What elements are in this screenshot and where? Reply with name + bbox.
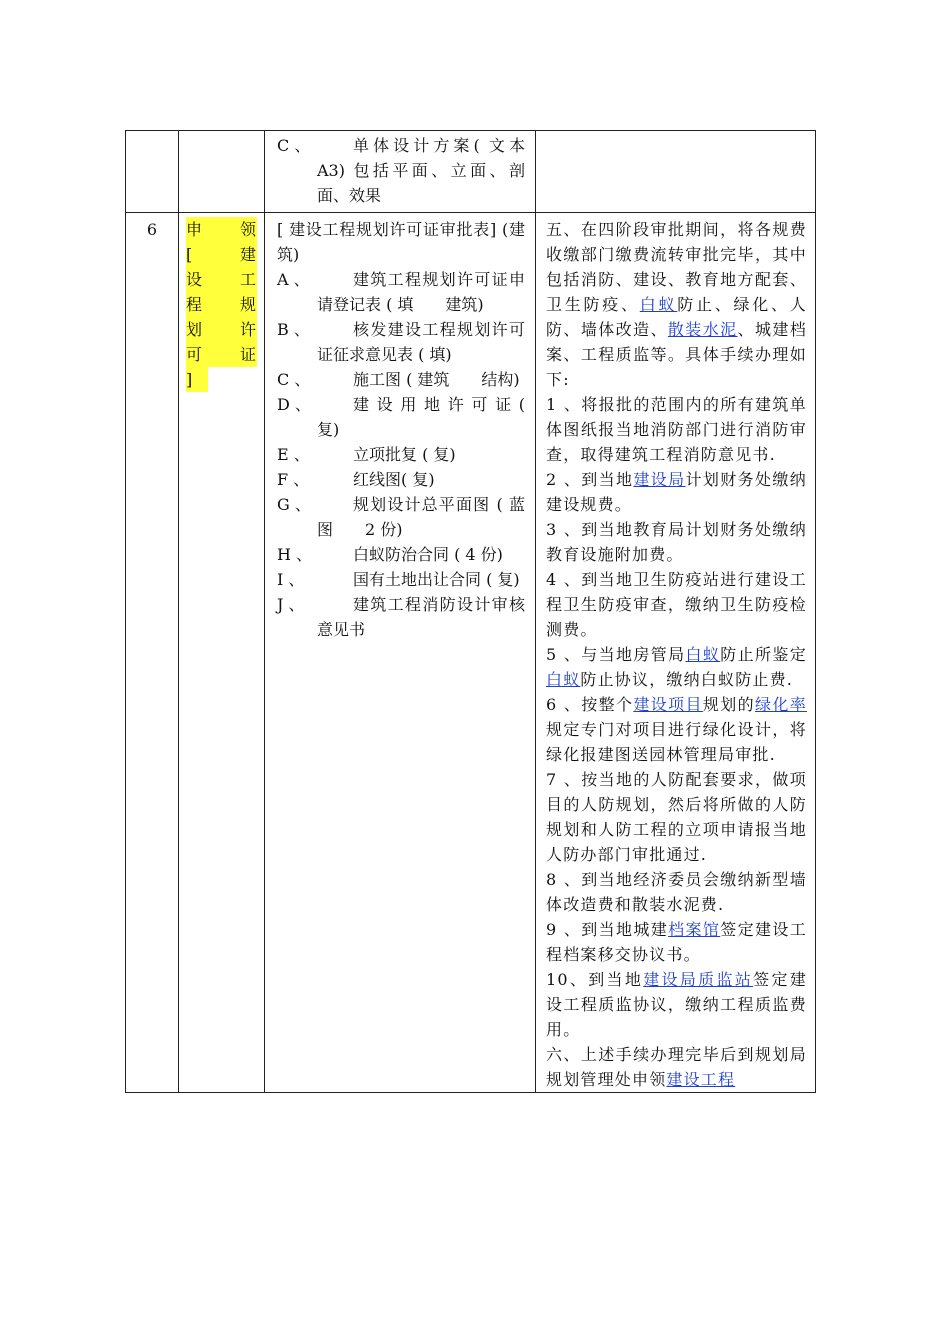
termite-link[interactable]: 白蚁 <box>546 670 581 689</box>
notes-cell <box>536 131 816 213</box>
item-label: I 、 <box>277 570 305 589</box>
list-item <box>277 317 525 367</box>
text-span: 六、上述手续办理完毕后到规划局规划管理处申领 <box>546 1045 807 1089</box>
item-label: F 、 <box>277 470 310 489</box>
step-4: 4 、到当地卫生防疫站进行建设工程卫生防疫审查，缴纳卫生防疫检测费。 <box>546 570 807 639</box>
procedure-table <box>125 130 816 1093</box>
item-label: B 、 <box>277 320 310 339</box>
step-2 <box>546 467 807 517</box>
step-3: 3 、到当地教育局计划财务处缴纳教育设施附加费。 <box>546 520 807 564</box>
title-cell <box>179 213 265 1093</box>
text-span: 防止所鉴定 <box>720 645 807 664</box>
item-text: 国有土地出让合同 ( 复) <box>353 570 520 589</box>
archives-link[interactable]: 档案馆 <box>668 920 721 939</box>
title-line: 申 领 <box>186 217 257 242</box>
item-label: C 、 <box>277 136 311 155</box>
text-span: 规划的 <box>702 695 756 714</box>
item-text: 红线图( 复) <box>353 470 435 489</box>
item-label: G 、 <box>277 495 311 514</box>
greening-rate-link[interactable]: 绿化率 <box>755 695 807 714</box>
materials-cell <box>265 131 536 213</box>
step-1: 1 、将报批的范围内的所有建筑单体图纸报当地消防部门进行消防审查，取得建筑工程消防意见书. <box>546 395 807 464</box>
item-label: E 、 <box>277 445 310 464</box>
item-text: 规划设计总平面图 ( 蓝图 2 份) <box>317 495 525 539</box>
bulk-cement-link[interactable]: 散装水泥 <box>667 320 738 339</box>
quality-station-link[interactable]: 建设局质监站 <box>643 970 754 989</box>
step-9 <box>546 917 807 967</box>
item-text: 建筑工程消防设计审核意见书 <box>317 595 525 639</box>
title-line: 可 证 <box>186 342 257 367</box>
termite-link[interactable]: 白蚁 <box>639 295 678 314</box>
item-label: H 、 <box>277 545 313 564</box>
text-span: 签定建设工程质监协议，缴纳工程质监费用。 <box>546 970 807 1039</box>
procedure-notes-cell <box>536 213 816 1093</box>
list-item <box>277 542 525 567</box>
text-span: 计划财务处缴纳建设规费。 <box>546 470 807 514</box>
step-7: 7 、按当地的人防配套要求，做项目的人防规划，然后将所做的人防规划和人防工程的立项申请报当地人防办部门审批通过. <box>546 770 807 864</box>
construction-engineering-link[interactable]: 建设工程 <box>666 1070 736 1089</box>
item-label: J 、 <box>277 595 305 614</box>
title-line: ] <box>186 367 208 392</box>
list-heading: [ 建设工程规划许可证审批表] (建筑) <box>277 220 525 264</box>
text-span: 五、在四阶段审批期间，将各规费收缴部门缴费流转审批完毕，其中包括消防、建设、教育地方配套、卫生防疫、 <box>546 220 807 314</box>
construction-bureau-link[interactable]: 建设局 <box>633 470 686 489</box>
step-6 <box>546 692 807 767</box>
item-text: 建筑工程规划许可证申请登记表 ( 填 建筑) <box>317 270 525 314</box>
text-span: 9 、到当地城建 <box>546 920 669 939</box>
row-number: 6 <box>126 213 179 1093</box>
step-8: 8 、到当地经济委员会缴纳新型墙体改造费和散装水泥费. <box>546 870 807 914</box>
construction-project-link[interactable]: 建设项目 <box>633 695 703 714</box>
item-text: 立项批复 ( 复) <box>353 445 456 464</box>
item-text: 白蚁防治合同 ( 4 份) <box>353 545 503 564</box>
text-span: 签定建设工程档案移交协议书。 <box>546 920 807 964</box>
title-cell <box>179 131 265 213</box>
text-span: 6 、按整个 <box>546 695 634 714</box>
item-label: C 、 <box>277 370 311 389</box>
list-item <box>277 492 525 542</box>
number-cell <box>126 131 179 213</box>
table-row <box>126 131 816 213</box>
item-text: 施工图 ( 建筑 结构) <box>353 370 520 389</box>
title-line: 设 工 <box>186 267 257 292</box>
list-item <box>277 133 525 208</box>
termite-link[interactable]: 白蚁 <box>685 645 721 664</box>
table-row <box>126 213 816 1093</box>
step-5 <box>546 642 807 692</box>
paragraph-five <box>546 217 807 392</box>
text-span: 10、到当地 <box>546 970 644 989</box>
list-item <box>277 467 525 492</box>
text-span: 防止、绿化、人防、墙体改造、 <box>546 295 807 339</box>
step-10 <box>546 967 807 1042</box>
list-item <box>277 592 525 642</box>
list-item <box>277 367 525 392</box>
item-text: 核发建设工程规划许可证征求意见表 ( 填) <box>317 320 525 364</box>
list-item <box>277 392 525 442</box>
item-text: 建 设 用 地 许 可 证 ( 复) <box>317 395 525 439</box>
item-text: 单体设计方案( 文本 A3) 包括平面、立面、剖面、效果 <box>317 136 525 205</box>
text-span: 2 、到当地 <box>546 470 634 489</box>
item-label: A 、 <box>277 270 310 289</box>
text-span: 规定专门对项目进行绿化设计，将绿化报建图送园林管理局审批. <box>546 720 807 764</box>
list-item <box>277 267 525 317</box>
item-label: D 、 <box>277 395 311 414</box>
text-span: 、城建档案、工程质监等。具体手续办理如下: <box>546 320 807 389</box>
list-item <box>277 442 525 467</box>
title-line: 划 许 <box>186 317 257 342</box>
title-line: [ 建 <box>186 242 257 267</box>
text-span: 5 、与当地房管局 <box>546 645 686 664</box>
materials-cell <box>265 213 536 1093</box>
title-line: 程 规 <box>186 292 257 317</box>
paragraph-six <box>546 1042 807 1092</box>
list-item <box>277 567 525 592</box>
text-span: 防止协议，缴纳白蚁防止费. <box>580 670 794 689</box>
